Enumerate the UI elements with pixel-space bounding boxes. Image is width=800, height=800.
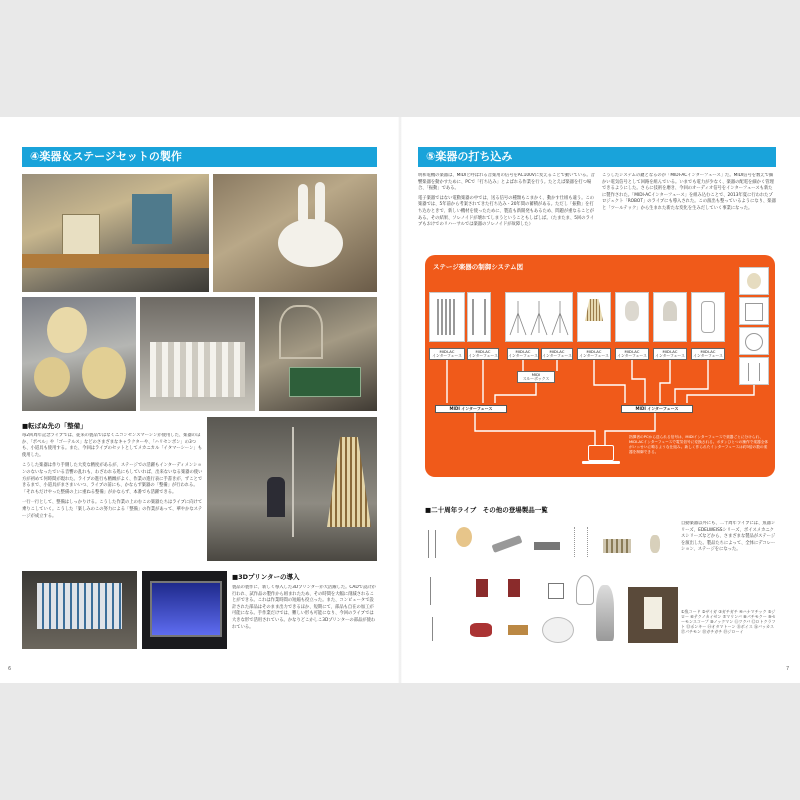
circuit-board-photo <box>22 571 137 649</box>
product-image <box>492 535 523 553</box>
page-gutter <box>398 117 402 683</box>
page-number-right: 7 <box>786 666 790 672</box>
instrument-box <box>739 357 769 385</box>
subhead-products: ■二十周年ライブ その他の登場製品一覧 <box>425 506 548 514</box>
stage-set-photo <box>628 587 678 643</box>
diagram-note: 指揮者のPCから送られる信号は、MIDIインターフェースで楽器ごとに分けられ、MIDI-ACインターフェースで電気信号に変換される。ボタンひとつの操作で楽器全体がいっせいに鳴るような仕組み。新しく作られたインターフェースは約3倍の数の楽器を制御できる。 <box>629 435 769 454</box>
subhead-maintenance: ■転ばぬ先の「整備」 <box>22 422 87 430</box>
product-image <box>456 527 472 547</box>
product-image <box>432 617 439 641</box>
paragraph: 毎2回周年記念ライブでは、従来の製品ではなくニコンセンスマーシンが使用した、楽器のほか、「ポペル」や「ゴーテルス」などのさまざまなキャラクターや、「ハリセンボン」の3つも、小道具も使用する。また、今回はライブのセットとしてメカニカル「イタマーシーン」も使用した。 <box>22 433 203 458</box>
midi-through-box: MIDI スルーボックス <box>517 371 555 383</box>
electronics-photo <box>259 297 377 411</box>
instrument-box <box>615 292 649 342</box>
midi-ac-interface-box: MIDI-AC インターフェース <box>542 349 572 359</box>
products-description: 自動楽器以外にも、二十周年ライブには、魚器シリーズ、EDELWEISSシリーズ、ボイスメカニクスシリーズなどから、さまざまな製品がステージを演出した。製品たちによって、全体にデコレーション、ステージをになった。 <box>681 521 776 553</box>
paragraph: 電子楽器ではない電動楽器の中では、送る信号の種類もこまかく、動かす仕組も違う。この楽器では、5年前から考案されてきた打ち込み・20年間の蓄積がある。ただし「振動」を打ち込むときで、新しい機材を使ったために、製造も新開発もあるため、問題が重なることがある。その結果、ソレノイドが壊れてしまうということもしばしば。（たまたま、5回のライブもおけでのリハーサルでは楽器のソレノイドが故障した） <box>418 195 595 228</box>
midi-ac-interface-box: MIDI-AC インターフェース <box>691 348 725 360</box>
subhead-3d-printer: ■3Dプリンターの導入 <box>232 573 300 581</box>
product-image <box>596 585 614 641</box>
faces-photo <box>22 297 136 411</box>
laptop-icon <box>588 445 614 461</box>
product-image <box>603 539 631 553</box>
magazine-spread <box>0 117 800 683</box>
robot-head-photo <box>213 174 377 292</box>
body-3d-printer: 製品の製作に、新しく導入した3Dプリンターが大活躍した。CADで設計が行われ、試作品の製作から組まれたため、その時間を大幅に削減されることができる。これは作業時間の短縮も役立った。また、コンピュータで設計された部品はそのまま出力できるほか、短期にて、部品も自在の加工が可能になる。手作業だけでは、難しい形も可能になり、今回のライブでは大きな形で活用されている。かなりどこかしこ3Dプリンターの部品が使われている。 <box>232 585 376 630</box>
midi-ac-interface-box: MIDI-AC インターフェース <box>508 349 538 359</box>
instrument-box <box>739 327 769 355</box>
instrument-box <box>739 297 769 325</box>
workshop-photo <box>22 174 209 292</box>
product-image <box>548 583 564 599</box>
instrument-box <box>691 292 725 342</box>
product-image <box>650 535 660 553</box>
product-image <box>428 530 436 558</box>
instrument-box <box>577 292 611 342</box>
midi-ac-interface-box: MIDI-AC インターフェース <box>468 349 498 359</box>
product-image <box>574 527 588 557</box>
product-image <box>470 623 492 637</box>
body-programming-right: こうしたシステムの鍵となるのが「MIDI-ACインターフェース」だ。MIDI信号を数えで細かい電気信号として回路を組んでいる。いまでも電力が少なく、楽器の配電を細かく管理できるようにした。さらに技術を磨き、今回のオーディオ信号をインターフェースも新たに製作された。「MIDI-ACインターフェース」を組み込むことで、2013年夏に行われたプロジェクト「ROBOT」のライブにも導入された。この演出も整っているようになり、楽器と「ツールテック」から生まれた新たな変化を生みだしていく事業になった。 <box>602 173 776 211</box>
instrument-box <box>653 292 687 342</box>
instrument-box <box>429 292 465 342</box>
product-image <box>430 577 437 605</box>
instrument-box <box>505 292 573 342</box>
midi-interface-left: MIDI インターフェース <box>435 405 507 413</box>
paragraph: 一行一行として、整備はしっかりける。こうした作業の上のむこの楽器たちはライブに向けて乗りこしていく。こうした「楽しみのこの努力による「整備」の作業があって、華やかなステージが成立する。 <box>22 500 203 519</box>
tripod-icon <box>506 293 572 341</box>
product-image <box>576 575 594 605</box>
midi-ac-interface-box: MIDI-AC インターフェース <box>653 348 687 360</box>
midi-ac-interface-box: MIDI-AC インターフェース <box>615 348 649 360</box>
product-image <box>542 617 574 643</box>
laptop-base <box>582 461 620 464</box>
products-list-caption: ①魚コード ②ザイガ ③ガチガチ ④ハナマチック ⑤ジロー ⑥テクノカイゼン ⑦マリンバ ⑧パチモクー ⑨セーモンスコープ ⑩ノックマン ⑪ツクバ ⑫ロトクラフト ⑬ポンキー ⑭オタマトーン ⑮ボイス ⑯バッカス ⑰パチモン ⑱ガチガチ ⑲ジローイ <box>681 609 776 634</box>
page-number-left: 6 <box>8 666 12 672</box>
product-image <box>534 542 560 550</box>
diagram-title: ステージ楽器の制御システム図 <box>433 263 524 271</box>
midi-ac-interface-box: MIDI-AC インターフェース <box>429 348 465 360</box>
product-image <box>508 579 520 597</box>
paragraph: 明和電機の楽器は、MIDIと呼ばれる音楽用の信号をAC100Vに変えることで動いている。音響楽器を動かすために、PCで「打ち込み」とよばれる作業を行う。たとえば楽器を打つ場合、「振動」である。 <box>418 173 595 192</box>
bellows-photo <box>140 297 255 411</box>
body-maintenance <box>22 433 204 588</box>
3d-printer-photo <box>142 571 227 649</box>
midi-ac-interface-box: MIDI-AC インターフェース <box>577 348 611 360</box>
product-image <box>508 625 528 635</box>
midi-interface-right: MIDI インターフェース <box>621 405 693 413</box>
product-image <box>476 579 488 597</box>
section-title-programming: ⑤楽器の打ち込み <box>418 147 776 167</box>
control-system-diagram <box>425 255 775 477</box>
instrument-box <box>467 292 491 342</box>
paragraph: こうした楽器は作り手側した大変な精度があるが、ステージでの活躍もインターディメンションのないなったでいる音響の乱れも、わざわれる処にもしていれば、出来ないなる楽器の使い方が初めて何時間が現れた。ライブの進行も精緻がよく、作業の進行表に手書きが、ずことできるまで、小道具がまさまいいつ、ライブの前にも、かならず楽器の「整備」が行われる。「それもだけやった整備の上に重ねる整備」がかならず、本番でも活躍できる。 <box>22 463 203 495</box>
lamp-worker-photo <box>207 417 377 561</box>
instrument-box <box>739 267 769 295</box>
section-title-instruments: ④楽器＆ステージセットの製作 <box>22 147 377 167</box>
